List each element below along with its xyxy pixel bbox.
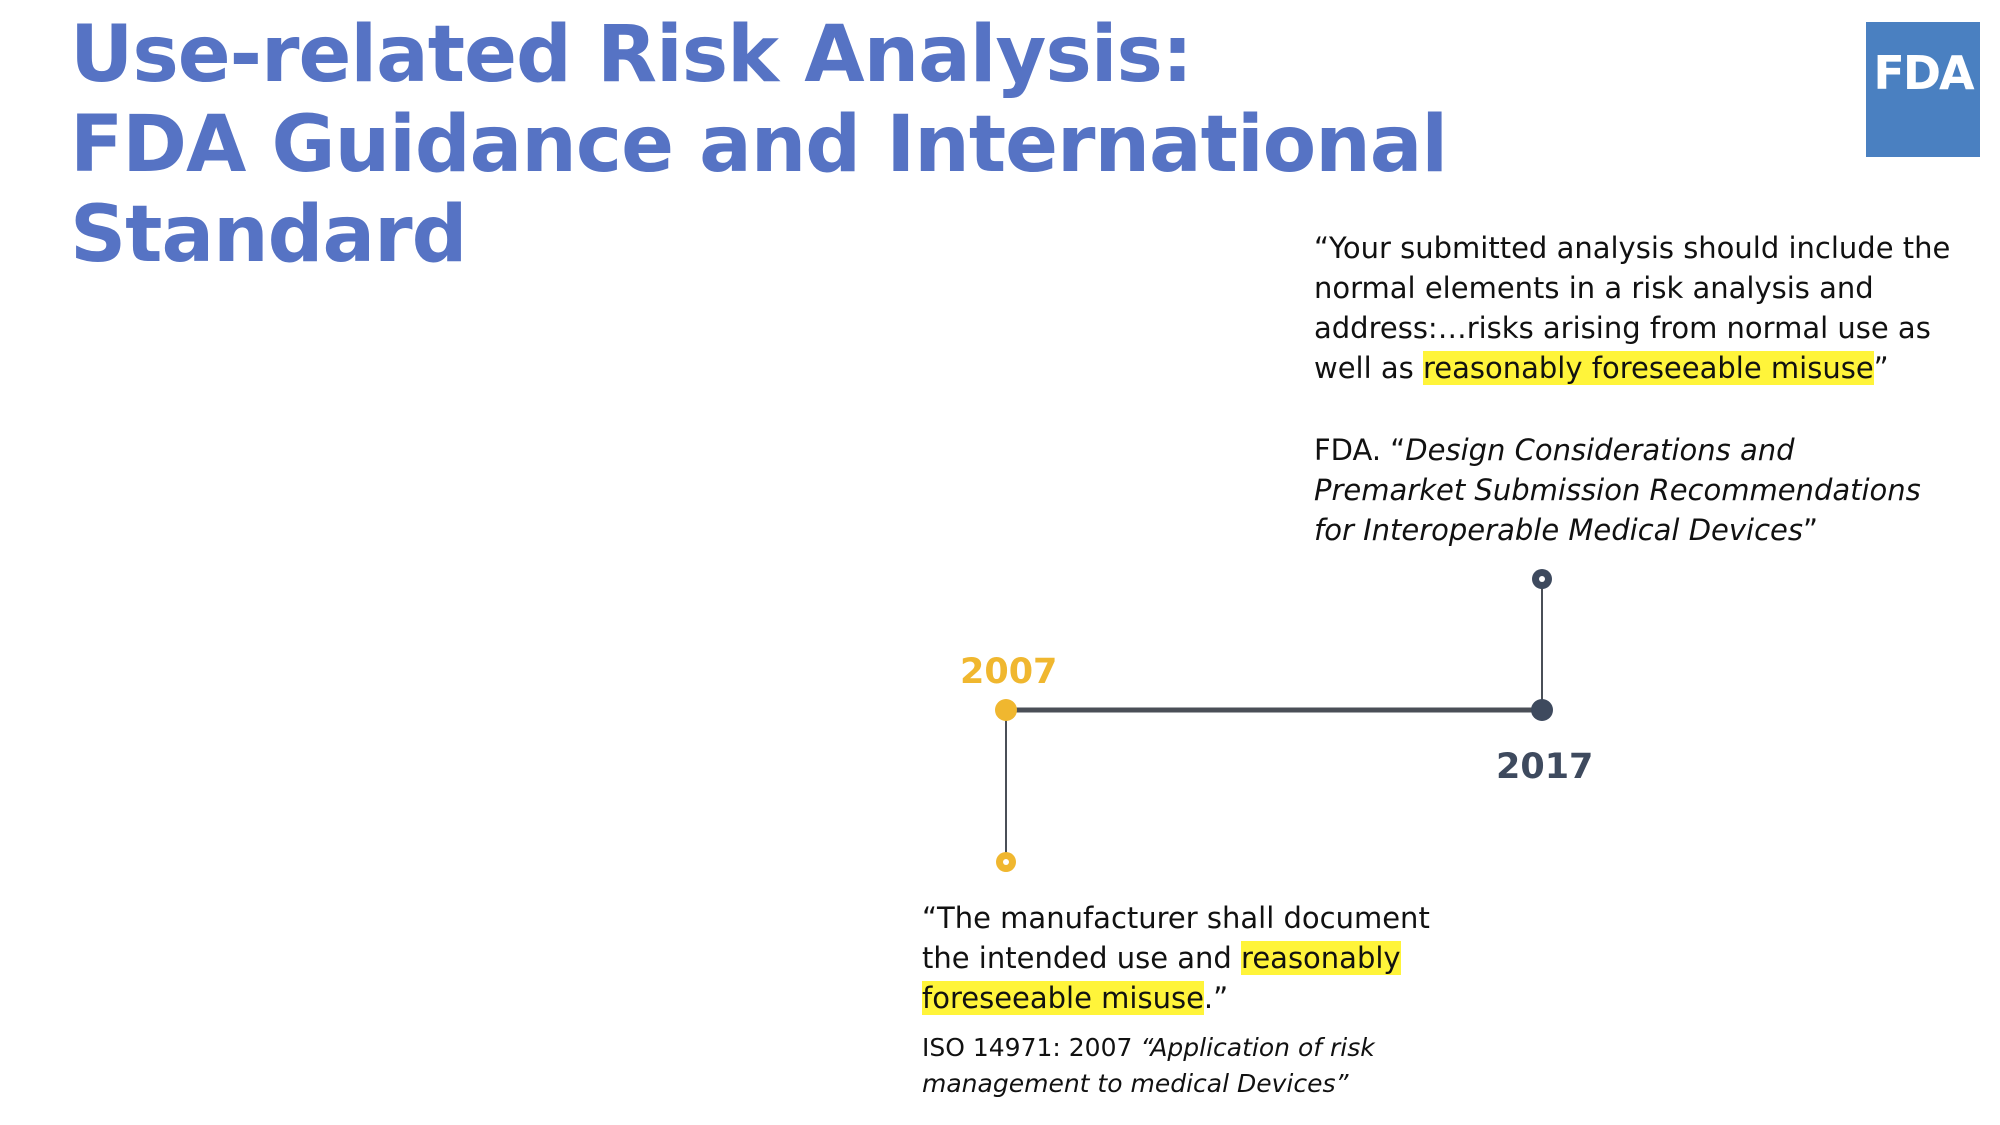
source-2007 [922, 1030, 1442, 1102]
endpoint-ring-2007-center [1003, 859, 1009, 865]
quote-2007-text: “The manufacturer shall document the intended use and [922, 901, 1430, 975]
fda-logo-text: FDA [1873, 46, 1973, 100]
source-2017 [1314, 430, 1954, 550]
quote-2017 [1314, 228, 1974, 388]
slide-title-line-1: Use-related Risk Analysis: [70, 10, 1193, 100]
source-2007-title: “Application of risk management to medical Devices” [922, 1033, 1375, 1098]
source-2017-prefix: FDA. “ [1314, 433, 1406, 467]
quote-2007 [922, 898, 1442, 1018]
year-label-2007: 2007 [960, 652, 1058, 692]
year-label-2017: 2017 [1496, 747, 1594, 787]
milestone-dot-2007 [995, 699, 1017, 721]
slide-title-line-2: FDA Guidance and International Standard [70, 100, 1448, 280]
source-2017-suffix: ” [1802, 513, 1819, 547]
source-2007-prefix: ISO 14971: 2007 [922, 1033, 1141, 1062]
milestone-dot-2017 [1531, 699, 1553, 721]
quote-2017-highlight: reasonably foreseeable misuse [1423, 351, 1874, 385]
quote-2017-text: “Your submitted analysis should include the normal elements in a risk analysis and address:…risks arising from normal use as well as [1314, 231, 1951, 385]
endpoint-ring-2017-center [1539, 576, 1545, 582]
source-2017-title: Design Considerations and Premarket Submission Recommendations for Interoperable Medical Devices [1314, 433, 1921, 547]
quote-2007-closing: .” [1203, 981, 1229, 1015]
quote-2017-closing: ” [1873, 351, 1889, 385]
quote-2007-highlight: reasonably foreseeable misuse [922, 941, 1401, 1015]
